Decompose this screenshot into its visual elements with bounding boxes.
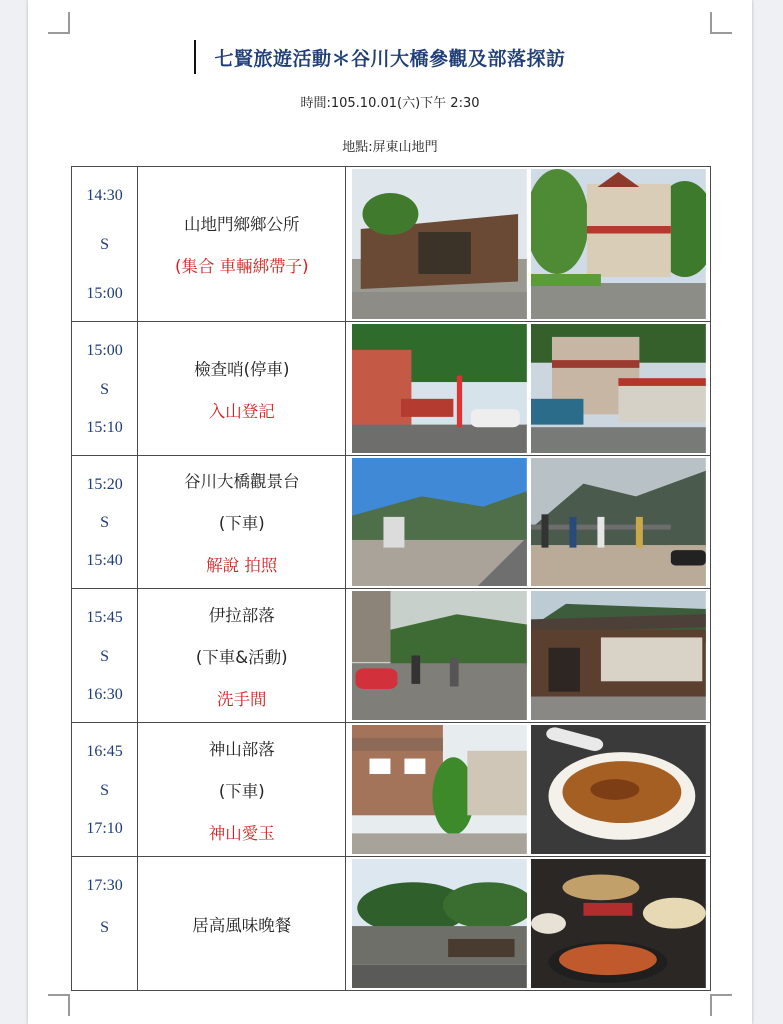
event-time: 時間:105.10.01(六)下午 2:30: [300, 96, 480, 111]
crop-mark-top-right: [710, 12, 732, 34]
restaurant-garden-photo: [352, 859, 527, 988]
time-end: 15:40: [86, 552, 123, 569]
time-start: 15:45: [86, 609, 123, 626]
photo-cell: [346, 456, 711, 589]
activity-cell: [138, 322, 346, 456]
crop-mark-bottom-right: [710, 994, 732, 1016]
activity-label: 檢查哨(停車): [194, 359, 290, 379]
photo-cell: [346, 322, 711, 456]
schedule-row: [72, 857, 711, 991]
time-sep: S: [100, 919, 109, 936]
photo-cell: [346, 723, 711, 857]
schedule-table: [71, 166, 711, 991]
time-sep: S: [100, 781, 109, 799]
time-sep: S: [100, 380, 109, 398]
time-cell: [72, 322, 138, 456]
activity-cell: [138, 589, 346, 723]
activity-label: 谷川大橋觀景台: [184, 472, 300, 491]
activity-cell: [138, 723, 346, 857]
restroom-building-photo: [531, 591, 706, 720]
bridge-viewpoint-photo: [352, 458, 527, 586]
crop-mark-top-left: [48, 12, 70, 34]
activity-label: (下車): [218, 781, 265, 801]
schedule-row: [72, 456, 711, 589]
photo-cell: [346, 167, 711, 322]
checkpoint-building-photo: [531, 324, 706, 453]
time-cell: [72, 167, 138, 322]
shenshan-shop-photo: [352, 725, 527, 854]
activity-note: 神山愛玉: [208, 823, 275, 843]
activity-label: 伊拉部落: [208, 605, 275, 625]
photo-cell: [346, 589, 711, 723]
time-cell: [72, 456, 138, 589]
activity-label: 山地門鄉鄉公所: [184, 215, 300, 234]
time-sep: S: [100, 236, 109, 253]
time-start: 15:00: [86, 342, 123, 359]
activity-note: (集合 車輛綁帶子): [174, 257, 309, 276]
schedule-row: [72, 589, 711, 723]
township-gate-photo: [352, 169, 527, 319]
ila-village-photo: [352, 591, 527, 720]
time-sep: S: [100, 514, 109, 531]
time-end: 16:30: [86, 686, 123, 703]
activity-label: (下車): [218, 514, 265, 533]
document-title: 七賢旅遊活動＊谷川大橋參觀及部落探訪: [214, 48, 566, 70]
time-start: 16:45: [86, 743, 123, 760]
time-end: 15:00: [86, 285, 123, 302]
activity-label: (下車&活動): [195, 647, 288, 667]
time-cell: [72, 723, 138, 857]
activity-cell: [138, 857, 346, 991]
time-start: 15:20: [86, 476, 123, 493]
aiyu-dessert-photo: [531, 725, 706, 854]
schedule-row: [72, 322, 711, 456]
activity-label: 居高風味晚餐: [192, 915, 292, 935]
time-start: 17:30: [86, 877, 123, 894]
crop-mark-bottom-left: [48, 994, 70, 1016]
township-office-photo: [531, 169, 706, 319]
activity-label: 神山部落: [208, 739, 275, 759]
schedule-row: [72, 167, 711, 322]
time-cell: [72, 589, 138, 723]
time-sep: S: [100, 647, 109, 665]
document-page: [28, 0, 752, 1024]
time-start: 14:30: [86, 187, 123, 204]
activity-cell: [138, 167, 346, 322]
dinner-dishes-photo: [531, 859, 706, 988]
activity-note: 洗手間: [217, 689, 267, 709]
activity-cell: [138, 456, 346, 589]
time-end: 17:10: [86, 820, 123, 837]
time-end: 15:10: [86, 419, 123, 436]
time-cell: [72, 857, 138, 991]
checkpoint-road-photo: [352, 324, 527, 453]
schedule-row: [72, 723, 711, 857]
event-place: 地點:屏東山地門: [342, 140, 438, 155]
activity-note: 入山登記: [208, 401, 275, 421]
activity-note: 解說 拍照: [206, 556, 278, 575]
bridge-visitors-photo: [531, 458, 706, 586]
photo-cell: [346, 857, 711, 991]
